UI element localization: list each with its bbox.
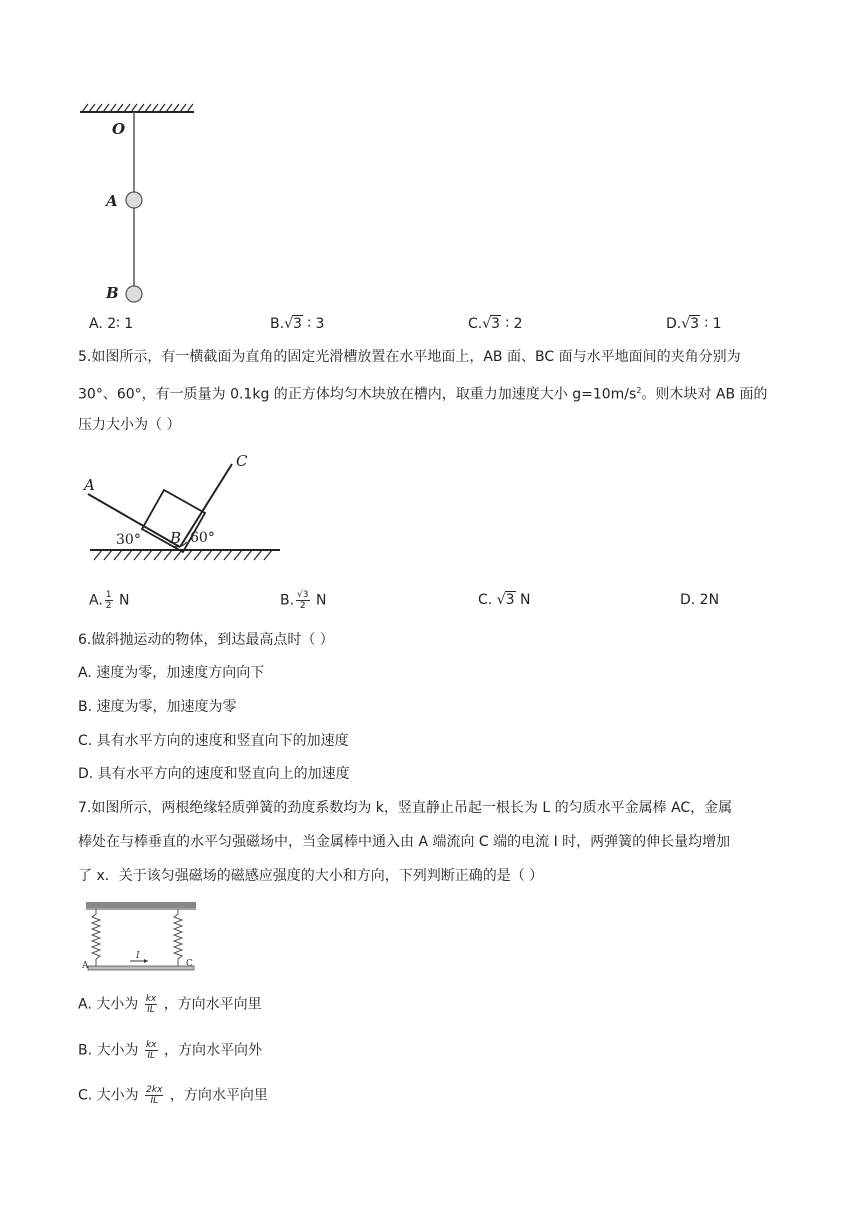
q5-option-d: D. 2N	[680, 592, 720, 608]
q4-option-b-suffix: ∶ 3	[302, 316, 325, 332]
q5-option-a-fraction	[105, 590, 113, 611]
groove-label-a: A	[84, 476, 95, 494]
q5-option-a-unit: N	[114, 592, 130, 609]
q4-option-c-suffix: ∶ 2	[501, 316, 523, 332]
q7-option-b-numerator: kx	[145, 1040, 157, 1050]
q5-option-a-numerator: 1	[105, 590, 112, 600]
q7-line-2: 棒处在与棒垂直的水平匀强磁场中，当金属棒中通入由 A 端流向 C 端的电流 I 时，两弹簧的伸长量均增加	[78, 834, 731, 850]
q7-option-c	[78, 1085, 268, 1106]
springs-figure	[80, 898, 200, 978]
q6-option-b: B. 速度为零，加速度为零	[78, 699, 237, 715]
springs-label-i: I	[136, 951, 140, 961]
label-b: B	[106, 284, 119, 302]
q7-option-a-denominator: IL	[147, 1005, 155, 1015]
q5-line-2a: 30°、60°，有一质量为 0.1kg 的正方体均匀木块放在槽内，取重力加速度大小 g=10m/s	[78, 386, 637, 403]
q4-option-d	[666, 314, 722, 334]
label-o: O	[112, 120, 126, 138]
q5-option-b-prefix: B.	[280, 592, 295, 609]
q7-option-b-fraction	[145, 1040, 158, 1061]
q5-option-b-fraction	[296, 590, 309, 611]
q5-option-a	[89, 590, 129, 611]
q7-option-c-fraction	[145, 1085, 163, 1106]
q7-option-a-suffix: ，方向水平向里	[163, 996, 262, 1013]
q5-option-b-numerator: √3	[297, 590, 309, 600]
q5-line-1: 5.如图所示，有一横截面为直角的固定光滑槽放置在水平地面上，AB 面、BC 面与水平地面间的夹角分别为	[78, 349, 741, 365]
q4-option-b	[270, 314, 324, 334]
q5-option-c-prefix: C.	[478, 592, 493, 608]
q5-option-b	[280, 590, 326, 611]
q5-option-c-unit: N	[515, 592, 531, 608]
q5-option-c-sqrt: √3	[496, 592, 515, 608]
q4-option-d-prefix: D.	[666, 316, 682, 332]
q5-line-2b: 。则木块对 AB 面的	[641, 386, 768, 403]
q5-option-c	[478, 590, 530, 610]
q5-option-a-prefix: A.	[89, 592, 103, 609]
q6-option-d: D. 具有水平方向的速度和竖直向上的加速度	[78, 766, 350, 782]
q7-option-b	[78, 1040, 262, 1061]
groove-label-b: B	[170, 529, 182, 547]
q6-option-c: C. 具有水平方向的速度和竖直向下的加速度	[78, 733, 349, 749]
q7-option-c-numerator: 2kx	[146, 1085, 163, 1095]
q5-option-b-denominator: 2	[299, 601, 306, 611]
q5-line-2	[78, 381, 768, 405]
q4-option-a: A. 2∶ 1	[89, 316, 134, 332]
q7-option-b-suffix: ，方向水平向外	[163, 1042, 262, 1059]
q6-stem: 6.做斜抛运动的物体，到达最高点时（ ）	[78, 632, 334, 648]
pendulum-figure	[74, 98, 204, 308]
springs-label-a: A	[82, 961, 89, 971]
q5-line-2-sup: 2	[636, 386, 642, 395]
q7-option-a-prefix: A. 大小为	[78, 996, 139, 1013]
q7-option-c-denominator: IL	[150, 1096, 159, 1106]
q7-option-a-numerator: kx	[145, 994, 157, 1004]
ball-a	[126, 192, 142, 208]
q4-option-b-radicand: 3	[292, 316, 302, 332]
q7-option-b-denominator: IL	[147, 1051, 156, 1061]
q4-option-c-radicand: 3	[491, 316, 501, 332]
q7-option-c-prefix: C. 大小为	[78, 1087, 139, 1104]
q4-option-b-prefix: B.	[270, 316, 285, 332]
groove-angle-30: 30°	[116, 532, 141, 548]
q4-option-d-sqrt: √3	[681, 316, 700, 332]
label-a: A	[106, 192, 118, 210]
q5-option-c-radicand: 3	[505, 592, 515, 608]
q4-option-c	[468, 314, 523, 334]
q5-option-b-unit: N	[311, 592, 327, 609]
q4-option-c-sqrt: √3	[482, 316, 501, 332]
springs-label-c: C	[186, 959, 193, 969]
q4-option-d-suffix: ∶ 1	[700, 316, 722, 332]
ball-b	[126, 286, 142, 302]
q5-line-3: 压力大小为（ ）	[78, 417, 181, 433]
q7-option-a	[78, 994, 262, 1015]
groove-figure	[80, 450, 290, 572]
q7-line-1: 7.如图所示，两根绝缘轻质弹簧的劲度系数均为 k，竖直静止吊起一根长为 L 的匀质水平金属棒 AC，金属	[78, 800, 733, 816]
q7-line-3: 了 x．关于该匀强磁场的磁感应强度的大小和方向，下列判断正确的是（ ）	[78, 868, 544, 884]
q6-option-a: A. 速度为零，加速度方向向下	[78, 665, 265, 681]
q4-option-b-sqrt: √3	[284, 316, 302, 332]
q4-option-d-radicand: 3	[690, 316, 700, 332]
q7-option-a-fraction	[145, 994, 158, 1015]
q7-option-c-suffix: ，方向水平向里	[169, 1087, 268, 1104]
q5-option-a-denominator: 2	[105, 601, 112, 611]
groove-label-c: C	[236, 452, 248, 470]
q4-option-c-prefix: C.	[468, 316, 483, 332]
q7-option-b-prefix: B. 大小为	[78, 1042, 139, 1059]
groove-angle-60: 60°	[190, 530, 215, 546]
